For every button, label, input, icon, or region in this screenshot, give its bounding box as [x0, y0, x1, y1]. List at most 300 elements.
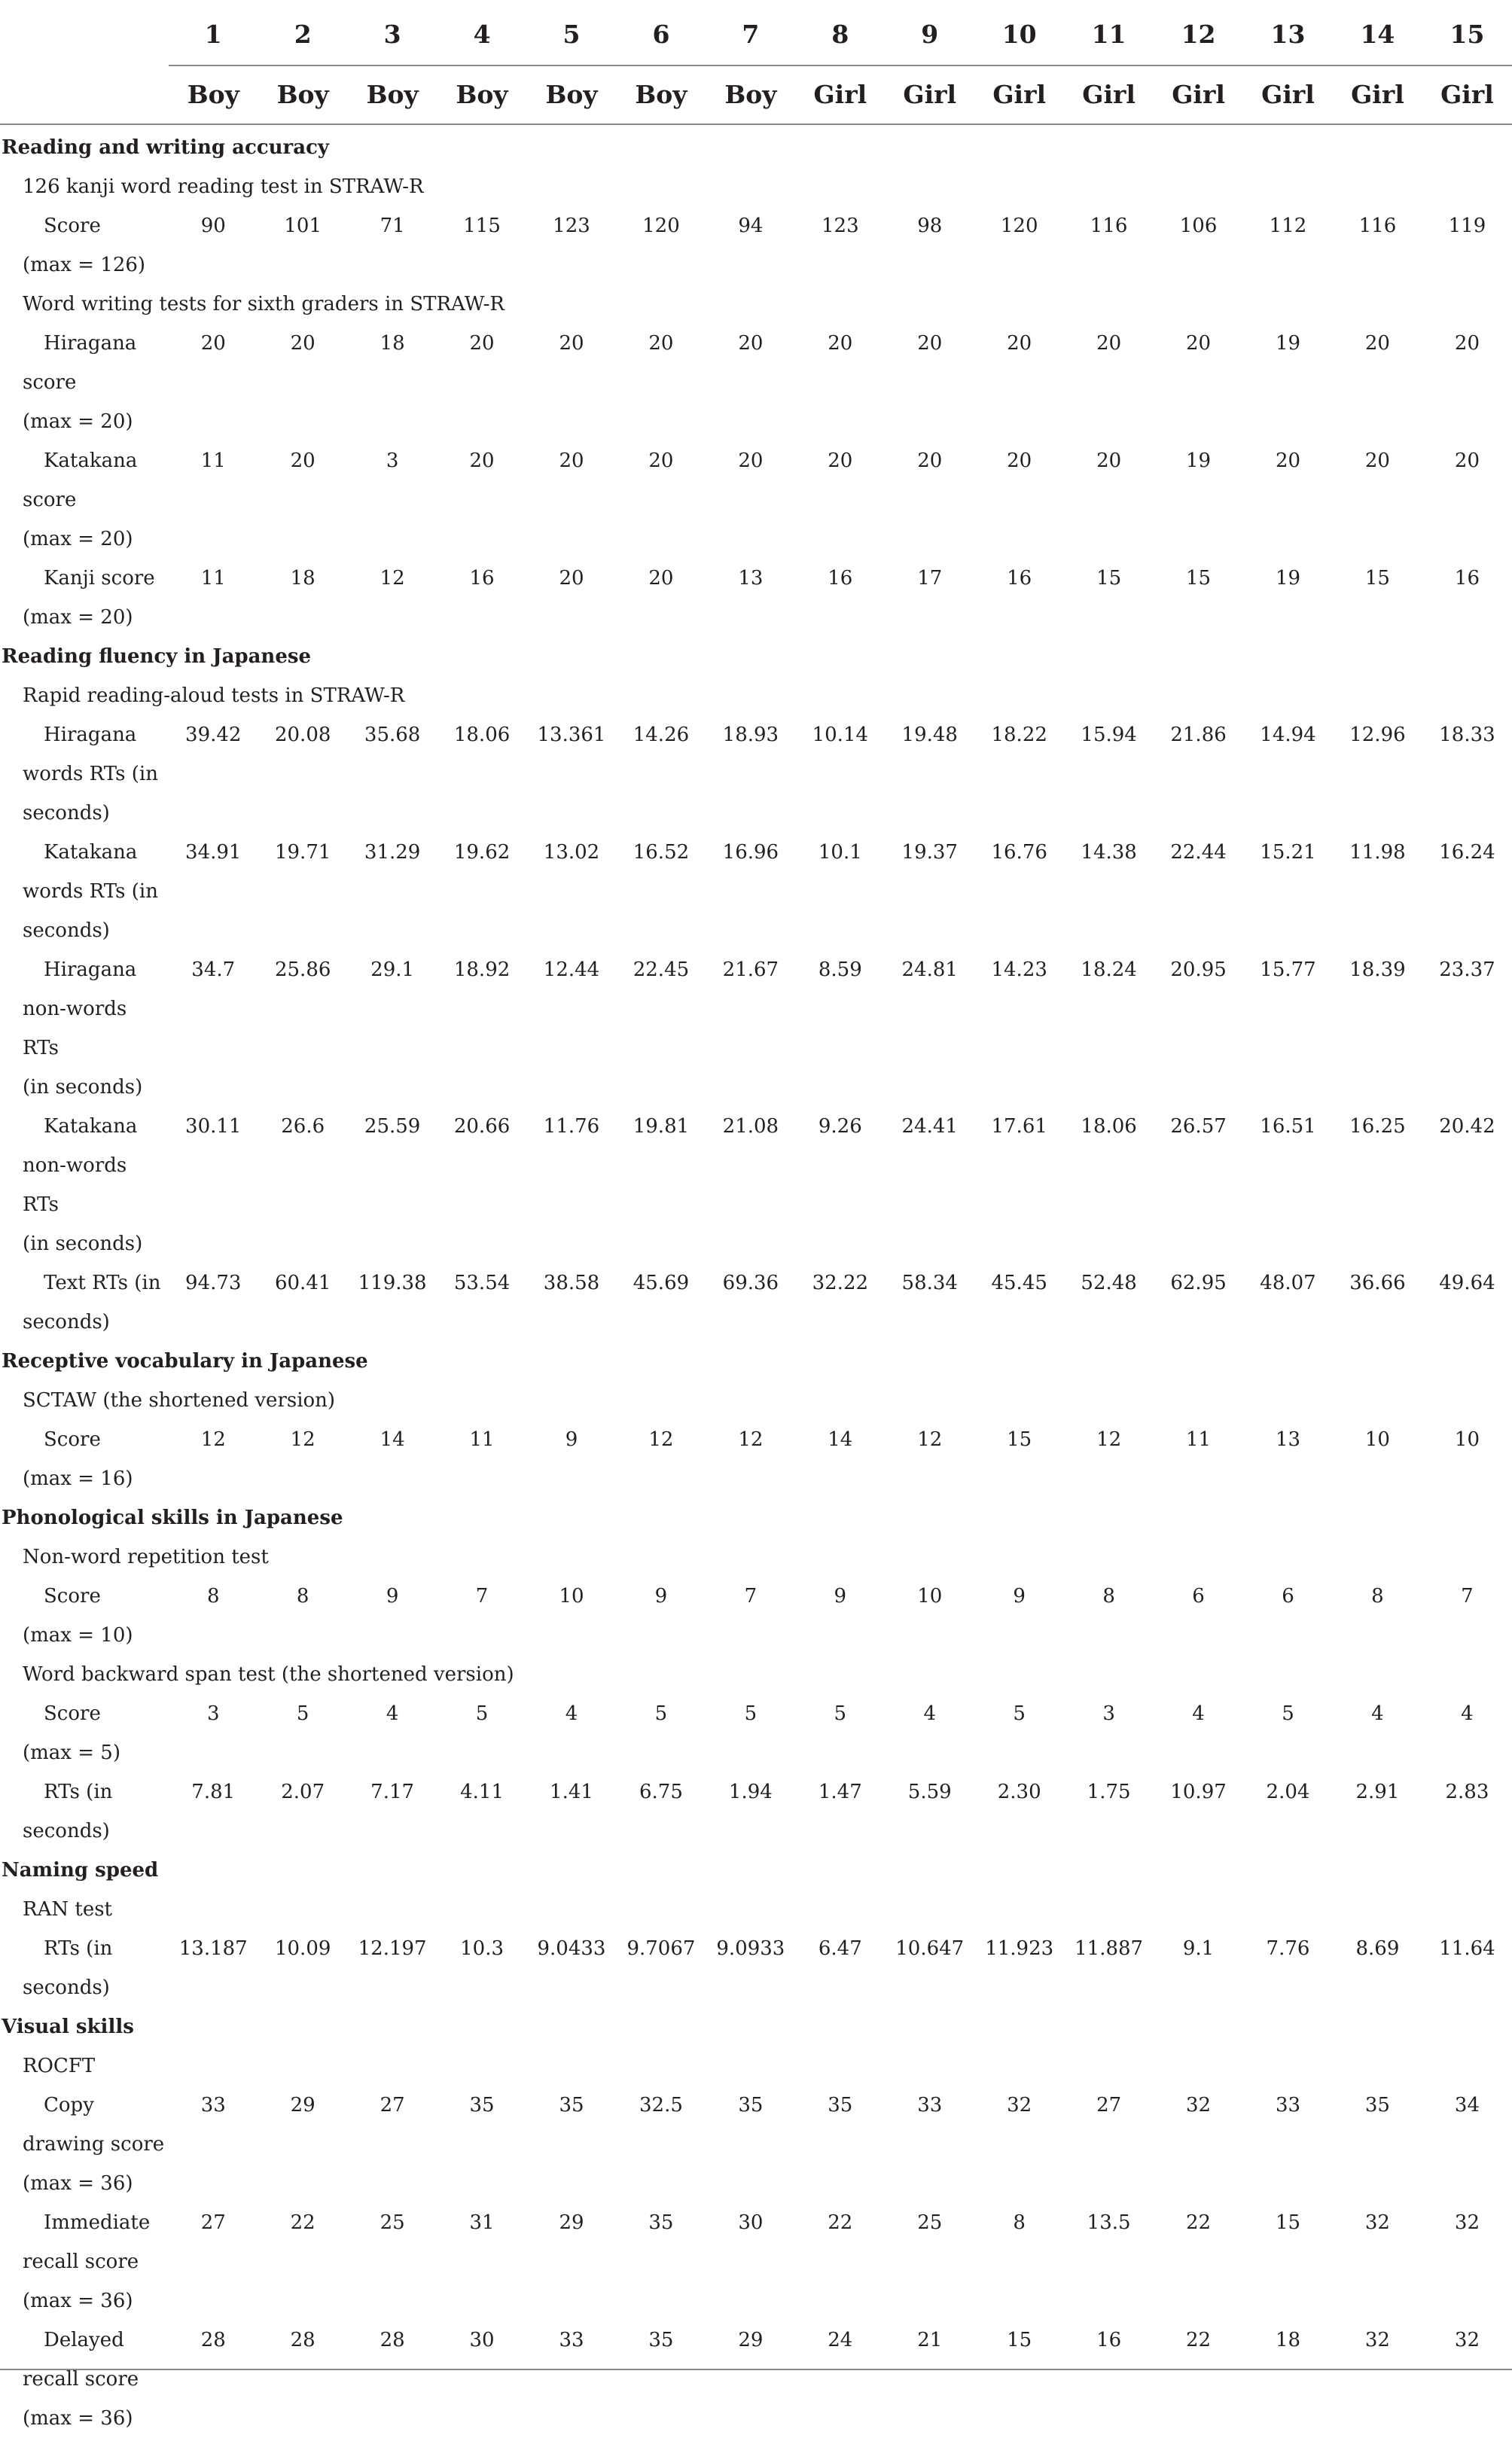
row-label-line: (max = 20) [23, 606, 133, 629]
empty-cell [169, 2281, 258, 2321]
value-cell: 13.02 [543, 841, 600, 864]
empty-cell [616, 794, 706, 833]
section-title-row [0, 1342, 1512, 1381]
empty-cell [169, 872, 258, 911]
empty-cell [527, 520, 617, 559]
empty-cell [706, 1812, 795, 1851]
value-cell: 16.96 [722, 841, 779, 864]
empty-cell [437, 402, 527, 441]
empty-cell [1422, 911, 1512, 950]
empty-cell [1243, 911, 1333, 950]
value-cell: 20 [917, 450, 943, 472]
empty-cell [1064, 245, 1154, 285]
value-cell: 20 [648, 567, 674, 590]
empty-cell [1154, 754, 1243, 794]
empty-cell [1243, 480, 1333, 520]
participant-number-header: 3 [348, 0, 437, 66]
empty-cell [437, 872, 527, 911]
value-cell: 1.75 [1087, 1781, 1131, 1803]
empty-cell [258, 2360, 348, 2399]
empty-cell [885, 754, 974, 794]
empty-cell [1422, 598, 1512, 637]
row-label-line: Score [44, 1585, 101, 1608]
value-cell: 33 [559, 2329, 584, 2351]
value-cell: 9.0433 [537, 1937, 606, 1960]
empty-cell [1243, 2360, 1333, 2399]
data-row-line [0, 2242, 1512, 2281]
empty-cell [616, 872, 706, 911]
value-cell: 31 [469, 2211, 495, 2234]
empty-cell [706, 2242, 795, 2281]
empty-cell [437, 1812, 527, 1851]
subsection-title-row [0, 167, 1512, 206]
empty-cell [258, 363, 348, 402]
empty-cell [169, 1224, 258, 1263]
empty-cell [348, 989, 437, 1068]
subsection-title-row [0, 1537, 1512, 1577]
empty-cell [885, 2360, 974, 2399]
row-label-line: Hiragana [44, 958, 137, 981]
empty-cell [258, 2125, 348, 2164]
row-label-line: Score [44, 215, 101, 237]
empty-cell [795, 2242, 885, 2281]
participant-sex-header: Boy [616, 66, 706, 124]
value-cell: 12 [200, 1428, 226, 1451]
empty-cell [974, 1459, 1064, 1498]
empty-cell [437, 2281, 527, 2321]
empty-cell [1422, 2360, 1512, 2399]
empty-cell [1333, 2399, 1422, 2438]
empty-cell [1064, 1812, 1154, 1851]
subsection-title-row [0, 676, 1512, 715]
empty-cell [706, 794, 795, 833]
empty-cell [795, 1068, 885, 1107]
participant-sex-header: Boy [706, 66, 795, 124]
value-cell: 69.36 [722, 1272, 779, 1294]
subsection-title: Non-word repetition test [23, 1546, 269, 1568]
empty-cell [616, 754, 706, 794]
empty-cell [616, 1146, 706, 1224]
empty-cell [974, 872, 1064, 911]
empty-cell [795, 2399, 885, 2438]
empty-cell [706, 1968, 795, 2007]
row-label-line: (max = 126) [23, 254, 146, 276]
data-row-line [0, 245, 1512, 285]
value-cell: 2.83 [1445, 1781, 1489, 1803]
empty-cell [885, 1812, 974, 1851]
empty-cell [706, 1459, 795, 1498]
value-cell: 45.69 [633, 1272, 690, 1294]
value-cell: 123 [553, 215, 590, 237]
value-cell: 2.91 [1355, 1781, 1400, 1803]
value-cell: 115 [463, 215, 501, 237]
value-cell: 60.41 [274, 1272, 331, 1294]
value-cell: 14.94 [1260, 724, 1316, 746]
empty-cell [616, 402, 706, 441]
row-label-line: words RTs (in [23, 880, 158, 903]
empty-cell [885, 2125, 974, 2164]
row-label-line: (max = 20) [23, 410, 133, 433]
empty-cell [1064, 1968, 1154, 2007]
empty-cell [258, 402, 348, 441]
value-cell: 120 [1000, 215, 1038, 237]
value-cell: 8 [1013, 2211, 1026, 2234]
empty-cell [527, 1303, 617, 1342]
value-cell: 34.7 [191, 958, 236, 981]
empty-cell [1154, 363, 1243, 402]
data-row-line [0, 989, 1512, 1068]
empty-cell [348, 2125, 437, 2164]
empty-cell [616, 2242, 706, 2281]
empty-cell [1243, 245, 1333, 285]
data-row-line [0, 1224, 1512, 1263]
empty-cell [1333, 1303, 1422, 1342]
empty-cell [795, 480, 885, 520]
value-cell: 2.30 [997, 1781, 1041, 1803]
value-cell: 19.81 [633, 1115, 690, 1138]
empty-cell [348, 402, 437, 441]
empty-cell [706, 1068, 795, 1107]
empty-cell [616, 1733, 706, 1772]
value-cell: 17.61 [991, 1115, 1047, 1138]
value-cell: 16.51 [1260, 1115, 1316, 1138]
empty-cell [616, 363, 706, 402]
empty-cell [348, 1616, 437, 1655]
empty-cell [1422, 1812, 1512, 1851]
empty-cell [616, 520, 706, 559]
empty-cell [1154, 1146, 1243, 1224]
empty-cell [616, 480, 706, 520]
empty-cell [616, 2164, 706, 2203]
value-cell: 20 [1454, 450, 1480, 472]
empty-cell [1243, 1068, 1333, 1107]
empty-cell [1064, 1146, 1154, 1224]
table-header [0, 0, 1512, 124]
row-label-line: (max = 20) [23, 528, 133, 550]
empty-cell [974, 1733, 1064, 1772]
value-cell: 32 [1364, 2211, 1390, 2234]
value-cell: 34.91 [185, 841, 242, 864]
value-cell: 1.47 [818, 1781, 862, 1803]
empty-cell [1154, 2360, 1243, 2399]
value-cell: 112 [1269, 215, 1307, 237]
empty-cell [1243, 2281, 1333, 2321]
value-cell: 15.77 [1260, 958, 1316, 981]
value-cell: 16 [828, 567, 853, 590]
empty-cell [1422, 402, 1512, 441]
empty-cell [974, 794, 1064, 833]
value-cell: 18.39 [1349, 958, 1406, 981]
value-cell: 9.7067 [626, 1937, 696, 1960]
empty-cell [1243, 794, 1333, 833]
value-cell: 18.93 [722, 724, 779, 746]
subsection-title: RAN test [23, 1898, 112, 1921]
value-cell: 28 [380, 2329, 405, 2351]
section-title-row [0, 1498, 1512, 1537]
data-row-line [0, 754, 1512, 794]
subsection-title: Word writing tests for sixth graders in STRAW-R [23, 293, 505, 315]
value-cell: 3 [1102, 1702, 1115, 1725]
value-cell: 2.04 [1266, 1781, 1310, 1803]
value-cell: 98 [917, 215, 943, 237]
data-row-line [0, 1812, 1512, 1851]
empty-cell [1064, 1303, 1154, 1342]
empty-cell [258, 1968, 348, 2007]
empty-cell [885, 1146, 974, 1224]
data-row-line [0, 402, 1512, 441]
empty-cell [706, 245, 795, 285]
empty-cell [974, 245, 1064, 285]
row-label-line: seconds) [23, 1820, 110, 1842]
empty-cell [1243, 1303, 1333, 1342]
empty-cell [1154, 2281, 1243, 2321]
subsection-title-row [0, 1381, 1512, 1420]
empty-cell [1243, 2125, 1333, 2164]
empty-cell [974, 2360, 1064, 2399]
row-label-line: (max = 36) [23, 2290, 133, 2312]
value-cell: 7.81 [191, 1781, 236, 1803]
empty-cell [1333, 402, 1422, 441]
empty-cell [1243, 598, 1333, 637]
empty-cell [1243, 1812, 1333, 1851]
value-cell: 15 [1186, 567, 1212, 590]
empty-cell [1154, 2399, 1243, 2438]
value-cell: 19.37 [901, 841, 958, 864]
participant-number-header: 1 [169, 0, 258, 66]
empty-cell [795, 989, 885, 1068]
empty-cell [437, 598, 527, 637]
data-row-line [0, 598, 1512, 637]
empty-cell [1333, 794, 1422, 833]
participant-number-header: 7 [706, 0, 795, 66]
value-cell: 35 [1364, 2094, 1390, 2116]
empty-cell [616, 1224, 706, 1263]
value-cell: 4 [923, 1702, 937, 1725]
section-title-row [0, 637, 1512, 676]
value-cell: 32.22 [812, 1272, 869, 1294]
participant-sex-header: Girl [1154, 66, 1243, 124]
data-row-line [0, 1303, 1512, 1342]
value-cell: 7 [475, 1585, 489, 1608]
empty-cell [1064, 2164, 1154, 2203]
empty-cell [1154, 1224, 1243, 1263]
row-label-line: (max = 36) [23, 2407, 133, 2430]
value-cell: 27 [380, 2094, 405, 2116]
value-cell: 5 [1282, 1702, 1294, 1725]
empty-cell [795, 1146, 885, 1224]
empty-cell [348, 794, 437, 833]
empty-cell [885, 402, 974, 441]
empty-cell [437, 520, 527, 559]
row-label-line: Delayed [44, 2329, 124, 2351]
empty-cell [885, 989, 974, 1068]
value-cell: 35 [828, 2094, 853, 2116]
empty-cell [258, 2164, 348, 2203]
empty-cell [616, 1303, 706, 1342]
value-cell: 5 [744, 1702, 758, 1725]
participant-number-header: 8 [795, 0, 885, 66]
empty-cell [1154, 2164, 1243, 2203]
value-cell: 12.96 [1349, 724, 1406, 746]
empty-cell [258, 911, 348, 950]
empty-cell [348, 1146, 437, 1224]
value-cell: 9.26 [818, 1115, 862, 1138]
participant-sex-header: Boy [527, 66, 617, 124]
value-cell: 33 [200, 2094, 226, 2116]
value-cell: 4 [386, 1702, 399, 1725]
empty-cell [706, 520, 795, 559]
empty-cell [348, 598, 437, 637]
value-cell: 62.95 [1170, 1272, 1227, 1294]
empty-cell [795, 754, 885, 794]
empty-cell [1154, 598, 1243, 637]
empty-cell [348, 363, 437, 402]
participant-sex-header: Girl [974, 66, 1064, 124]
empty-cell [437, 2164, 527, 2203]
value-cell: 12 [917, 1428, 943, 1451]
empty-cell [974, 480, 1064, 520]
empty-cell [348, 2164, 437, 2203]
value-cell: 35 [648, 2329, 674, 2351]
row-label-line: Katakana [44, 450, 138, 472]
empty-cell [527, 1459, 617, 1498]
subsection-title: Rapid reading-aloud tests in STRAW-R [23, 684, 405, 707]
data-row-line [0, 1772, 1512, 1812]
data-row-line [0, 1733, 1512, 1772]
empty-cell [974, 754, 1064, 794]
empty-cell [527, 1224, 617, 1263]
row-label-line: recall score [23, 2368, 139, 2391]
value-cell: 16 [1096, 2329, 1122, 2351]
section-title: Reading and writing accuracy [2, 136, 330, 159]
empty-cell [348, 1224, 437, 1263]
participant-number-row [0, 0, 1512, 66]
empty-cell [1064, 1459, 1154, 1498]
empty-cell [169, 520, 258, 559]
value-cell: 48.07 [1260, 1272, 1316, 1294]
empty-cell [1422, 2281, 1512, 2321]
value-cell: 20 [290, 450, 316, 472]
empty-cell [974, 2164, 1064, 2203]
empty-cell [437, 754, 527, 794]
data-row-line [0, 1616, 1512, 1655]
empty-cell [974, 911, 1064, 950]
empty-cell [885, 1459, 974, 1498]
participant-sex-header: Girl [1333, 66, 1422, 124]
value-cell: 39.42 [185, 724, 242, 746]
empty-cell [885, 520, 974, 559]
value-cell: 19 [1275, 332, 1301, 355]
data-row-line [0, 1929, 1512, 1968]
empty-cell [1422, 2125, 1512, 2164]
empty-cell [1064, 1733, 1154, 1772]
empty-cell [795, 1733, 885, 1772]
row-label-line: recall score [23, 2251, 139, 2273]
empty-cell [974, 598, 1064, 637]
value-cell: 8.69 [1355, 1937, 1400, 1960]
empty-cell [169, 989, 258, 1068]
value-cell: 123 [821, 215, 859, 237]
empty-cell [1333, 1812, 1422, 1851]
empty-cell [527, 754, 617, 794]
data-row-line [0, 324, 1512, 363]
row-label-line: Katakana [44, 841, 138, 864]
empty-cell [169, 1146, 258, 1224]
empty-cell [527, 872, 617, 911]
value-cell: 22 [1186, 2211, 1212, 2234]
empty-cell [795, 1968, 885, 2007]
empty-cell [169, 598, 258, 637]
subsection-title: ROCFT [23, 2055, 96, 2077]
empty-cell [706, 1146, 795, 1224]
empty-cell [527, 1812, 617, 1851]
empty-cell [795, 2125, 885, 2164]
data-row-line [0, 2086, 1512, 2125]
value-cell: 14.23 [991, 958, 1047, 981]
empty-cell [974, 1812, 1064, 1851]
empty-cell [1243, 2242, 1333, 2281]
value-cell: 116 [1090, 215, 1128, 237]
empty-cell [527, 2125, 617, 2164]
participant-number-header: 9 [885, 0, 974, 66]
empty-cell [1422, 754, 1512, 794]
empty-cell [616, 2281, 706, 2321]
empty-cell [169, 1968, 258, 2007]
row-label-line: non-words RTs [23, 998, 127, 1059]
value-cell: 20 [559, 450, 584, 472]
empty-cell [706, 2360, 795, 2399]
empty-cell [437, 2242, 527, 2281]
data-row-line [0, 1968, 1512, 2007]
value-cell: 6 [1282, 1585, 1294, 1608]
empty-cell [1243, 872, 1333, 911]
empty-cell [258, 245, 348, 285]
empty-cell [616, 989, 706, 1068]
empty-cell [1422, 245, 1512, 285]
empty-cell [169, 2242, 258, 2281]
header-blank-cell [0, 0, 169, 66]
empty-cell [706, 402, 795, 441]
empty-cell [1064, 363, 1154, 402]
value-cell: 5 [834, 1702, 847, 1725]
empty-cell [169, 1459, 258, 1498]
value-cell: 10.1 [818, 841, 862, 864]
empty-cell [1333, 2164, 1422, 2203]
empty-cell [1333, 598, 1422, 637]
value-cell: 101 [284, 215, 322, 237]
value-cell: 30 [469, 2329, 495, 2351]
empty-cell [348, 480, 437, 520]
empty-cell [1243, 1146, 1333, 1224]
value-cell: 25 [917, 2211, 943, 2234]
empty-cell [974, 363, 1064, 402]
value-cell: 11 [469, 1428, 495, 1451]
empty-cell [885, 1303, 974, 1342]
empty-cell [974, 402, 1064, 441]
empty-cell [527, 598, 617, 637]
value-cell: 26.57 [1170, 1115, 1227, 1138]
data-row-line [0, 1420, 1512, 1459]
value-cell: 12 [648, 1428, 674, 1451]
value-cell: 25.59 [364, 1115, 421, 1138]
empty-cell [974, 1068, 1064, 1107]
value-cell: 10 [559, 1585, 584, 1608]
data-row-line [0, 1694, 1512, 1733]
value-cell: 106 [1179, 215, 1218, 237]
empty-cell [348, 1733, 437, 1772]
value-cell: 116 [1358, 215, 1397, 237]
empty-cell [527, 2399, 617, 2438]
